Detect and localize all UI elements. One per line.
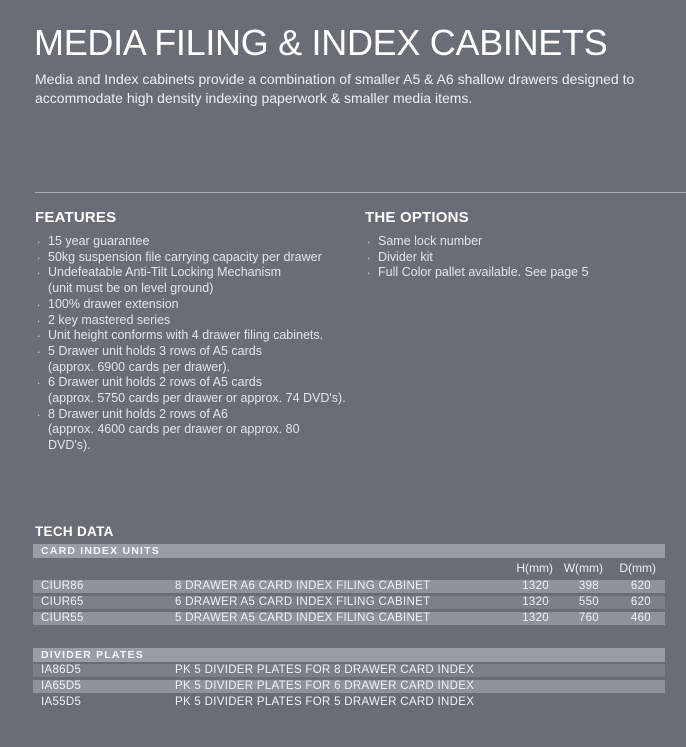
tech-data-heading: TECH DATA bbox=[35, 524, 114, 539]
column-header-h: H(mm) bbox=[516, 561, 553, 575]
list-item bbox=[365, 247, 680, 266]
product-description: PK 5 DIVIDER PLATES FOR 8 DRAWER CARD INDEX bbox=[175, 664, 475, 676]
list-item bbox=[35, 341, 365, 360]
table-row bbox=[33, 680, 665, 693]
list-item-text: (approx. 5750 cards per drawer or approx. 74 DVD's). bbox=[48, 391, 346, 406]
height-mm: 1320 bbox=[522, 612, 549, 624]
product-code: IA65D5 bbox=[41, 680, 82, 692]
column-header-w: W(mm) bbox=[563, 561, 603, 575]
card-index-units-column-headers bbox=[33, 561, 665, 576]
product-description: PK 5 DIVIDER PLATES FOR 6 DRAWER CARD INDEX bbox=[175, 680, 475, 692]
product-code: CIUR65 bbox=[41, 596, 84, 608]
product-description: 6 DRAWER A5 CARD INDEX FILING CABINET bbox=[175, 596, 431, 608]
depth-mm bbox=[607, 680, 665, 693]
width-mm: 398 bbox=[578, 580, 599, 592]
product-description: PK 5 DIVIDER PLATES FOR 5 DRAWER CARD INDEX bbox=[175, 696, 475, 708]
product-code: CIUR86 bbox=[41, 580, 84, 592]
table-row bbox=[33, 612, 665, 625]
depth-mm: 620 bbox=[630, 596, 651, 608]
options-heading: THE OPTIONS bbox=[365, 209, 469, 226]
bullet-dot: . bbox=[367, 232, 371, 246]
list-item bbox=[35, 438, 365, 454]
list-item-text: 5 Drawer unit holds 3 rows of A5 cards bbox=[48, 343, 262, 358]
list-item bbox=[35, 234, 365, 250]
list-item-text: (unit must be on level ground) bbox=[48, 281, 214, 296]
height-mm bbox=[499, 696, 557, 709]
product-description: 5 DRAWER A5 CARD INDEX FILING CABINET bbox=[175, 612, 431, 624]
product-code: IA55D5 bbox=[41, 696, 82, 708]
list-item bbox=[35, 247, 365, 266]
features-section bbox=[35, 209, 365, 454]
subtitle-line: accommodate high density indexing paperwork & smaller media items. bbox=[35, 90, 473, 106]
list-item-text: 15 year guarantee bbox=[48, 234, 150, 248]
divider-plates-rows bbox=[33, 664, 665, 712]
list-item bbox=[365, 234, 680, 250]
table-row bbox=[33, 664, 665, 677]
list-item bbox=[35, 375, 365, 391]
card-index-units-header-bar: CARD INDEX UNITS bbox=[33, 544, 665, 558]
bullet-dot: . bbox=[37, 326, 41, 341]
bullet-dot: . bbox=[37, 373, 41, 388]
list-item-text: Same lock number bbox=[378, 234, 483, 248]
page-subtitle bbox=[35, 70, 634, 108]
width-mm bbox=[557, 664, 607, 677]
features-list bbox=[35, 234, 365, 454]
product-description: 8 DRAWER A6 CARD INDEX FILING CABINET bbox=[175, 580, 431, 592]
list-item bbox=[35, 294, 365, 313]
list-item-text: (approx. 4600 cards per drawer or approx. 80 bbox=[48, 422, 300, 437]
list-item bbox=[35, 391, 365, 407]
depth-mm bbox=[607, 696, 665, 709]
list-item bbox=[35, 360, 365, 376]
bullet-dot: . bbox=[367, 263, 371, 278]
list-item-text: Divider kit bbox=[378, 249, 433, 264]
list-item bbox=[365, 265, 680, 281]
divider-plates-header-bar: DIVIDER PLATES bbox=[33, 648, 665, 662]
depth-mm: 620 bbox=[630, 580, 651, 592]
column-header-d: D(mm) bbox=[619, 561, 656, 575]
width-mm: 760 bbox=[578, 612, 599, 624]
bullet-dot: . bbox=[37, 404, 41, 419]
height-mm: 1320 bbox=[522, 580, 549, 592]
bullet-dot: . bbox=[37, 310, 41, 325]
bullet-dot: . bbox=[37, 341, 41, 356]
bullet-dot: . bbox=[37, 247, 41, 262]
options-section bbox=[365, 209, 680, 281]
list-item-text: 100% drawer extension bbox=[48, 296, 179, 311]
bullet-dot: . bbox=[37, 294, 41, 309]
options-list bbox=[365, 234, 680, 281]
product-code: CIUR55 bbox=[41, 612, 84, 624]
list-item-text: 50kg suspension file carrying capacity per drawer bbox=[48, 249, 322, 264]
height-mm: 1320 bbox=[522, 596, 549, 608]
features-heading: FEATURES bbox=[35, 209, 117, 226]
list-item-text: 2 key mastered series bbox=[48, 312, 171, 327]
width-mm bbox=[557, 680, 607, 693]
list-item-text: DVD's). bbox=[48, 438, 91, 453]
card-index-units-rows bbox=[33, 580, 665, 628]
list-item-text: (approx. 6900 cards per drawer). bbox=[48, 359, 231, 374]
product-code: IA86D5 bbox=[41, 664, 82, 676]
table-row bbox=[33, 696, 665, 709]
list-item bbox=[35, 328, 365, 344]
list-item bbox=[35, 265, 365, 281]
width-mm: 550 bbox=[578, 596, 599, 608]
list-item-text: Undefeatable Anti-Tilt Locking Mechanism bbox=[48, 265, 281, 280]
subtitle-line: Media and Index cabinets provide a combination of smaller A5 & A6 shallow drawers designed to bbox=[35, 71, 635, 87]
list-item bbox=[35, 310, 365, 329]
bullet-dot: . bbox=[37, 232, 41, 246]
depth-mm: 460 bbox=[630, 612, 651, 624]
height-mm bbox=[499, 680, 557, 693]
list-item bbox=[35, 404, 365, 423]
list-item bbox=[35, 281, 365, 297]
list-item-text: Unit height conforms with 4 drawer filing cabinets. bbox=[48, 328, 324, 343]
height-mm bbox=[499, 664, 557, 677]
table-row bbox=[33, 596, 665, 609]
list-item bbox=[35, 422, 365, 438]
depth-mm bbox=[607, 664, 665, 677]
page-title: MEDIA FILING & INDEX CABINETS bbox=[34, 22, 608, 63]
list-item-text: 8 Drawer unit holds 2 rows of A6 bbox=[48, 406, 228, 421]
bullet-dot: . bbox=[37, 263, 41, 278]
list-item-text: 6 Drawer unit holds 2 rows of A5 cards bbox=[48, 375, 262, 390]
table-row bbox=[33, 580, 665, 593]
width-mm bbox=[557, 696, 607, 709]
list-item-text: Full Color pallet available. See page 5 bbox=[378, 265, 589, 280]
bullet-dot: . bbox=[367, 247, 371, 262]
divider-line bbox=[35, 192, 686, 193]
